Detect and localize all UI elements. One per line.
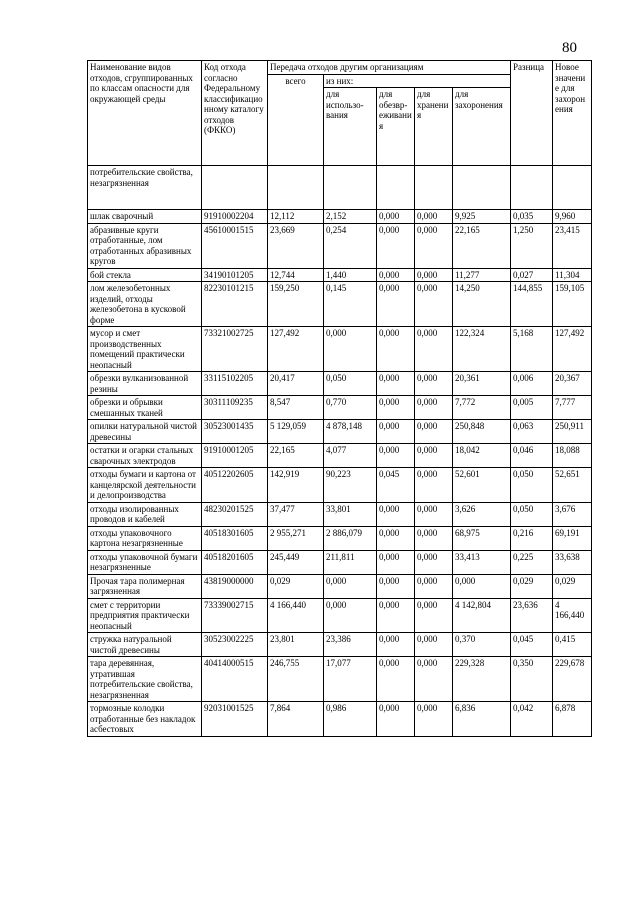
cell-neutralize: 0,000 — [377, 550, 415, 574]
table-row — [88, 526, 592, 550]
waste-transfer-table — [87, 60, 592, 737]
cell-neutralize: 0,000 — [377, 502, 415, 526]
cell-new-value: 18,088 — [553, 444, 592, 468]
cell-storage: 0,000 — [415, 268, 453, 282]
cell-use: 0,050 — [324, 372, 377, 396]
cell-waste-name: Прочая тара полимерная загрязненная — [88, 574, 202, 598]
cell-new-value: 6,878 — [553, 702, 592, 737]
cell-difference: 0,029 — [511, 574, 553, 598]
table-row — [88, 372, 592, 396]
cell-burial — [453, 166, 511, 210]
cell-storage: 0,000 — [415, 502, 453, 526]
cell-burial: 4 142,804 — [453, 598, 511, 633]
header-for-neutralization: для обезвр-еживания — [377, 88, 415, 166]
cell-new-value: 23,415 — [553, 223, 592, 268]
cell-waste-name: отходы упаковочной бумаги незагрязненные — [88, 550, 202, 574]
header-waste-name: Наименование видов отходов, сгруппированных по классам опасности для окружающей среды — [88, 61, 202, 166]
cell-neutralize: 0,000 — [377, 633, 415, 657]
cell-use: 4,077 — [324, 444, 377, 468]
header-transfer: Передача отходов другим организациям — [268, 61, 511, 75]
cell-total — [268, 166, 324, 210]
cell-new-value: 229,678 — [553, 657, 592, 702]
cell-difference: 0,006 — [511, 372, 553, 396]
cell-neutralize: 0,000 — [377, 223, 415, 268]
cell-burial: 0,000 — [453, 574, 511, 598]
cell-burial: 0,370 — [453, 633, 511, 657]
cell-total: 142,919 — [268, 468, 324, 503]
cell-new-value: 20,367 — [553, 372, 592, 396]
cell-waste-name: остатки и огарки стальных сварочных электродов — [88, 444, 202, 468]
cell-burial: 250,848 — [453, 420, 511, 444]
table-row — [88, 657, 592, 702]
cell-burial: 11,277 — [453, 268, 511, 282]
cell-difference: 144,855 — [511, 282, 553, 327]
table-row — [88, 327, 592, 372]
cell-difference: 0,045 — [511, 633, 553, 657]
table-row — [88, 223, 592, 268]
cell-difference: 0,042 — [511, 702, 553, 737]
cell-new-value — [553, 166, 592, 210]
cell-waste-name: опилки натуральной чистой древесины — [88, 420, 202, 444]
cell-code: 40518301605 — [202, 526, 268, 550]
cell-use — [324, 166, 377, 210]
cell-storage: 0,000 — [415, 468, 453, 503]
cell-storage: 0,000 — [415, 420, 453, 444]
cell-waste-name: потребительские свойства, незагрязненная — [88, 166, 202, 210]
cell-use: 1,440 — [324, 268, 377, 282]
cell-difference: 0,050 — [511, 468, 553, 503]
cell-use: 17,077 — [324, 657, 377, 702]
cell-code: 30523001435 — [202, 420, 268, 444]
header-for-storage: для хранения — [415, 88, 453, 166]
cell-use: 0,000 — [324, 598, 377, 633]
cell-burial: 7,772 — [453, 396, 511, 420]
cell-total: 37,477 — [268, 502, 324, 526]
cell-new-value: 0,415 — [553, 633, 592, 657]
cell-difference: 1,250 — [511, 223, 553, 268]
table-row — [88, 282, 592, 327]
header-total: всего — [268, 74, 324, 166]
cell-neutralize: 0,000 — [377, 526, 415, 550]
cell-code: 43819000000 — [202, 574, 268, 598]
cell-new-value: 0,029 — [553, 574, 592, 598]
cell-total: 159,250 — [268, 282, 324, 327]
table-row — [88, 550, 592, 574]
page-number: 80 — [562, 40, 577, 56]
cell-neutralize: 0,000 — [377, 657, 415, 702]
header-for-use: для использо-вания — [324, 88, 377, 166]
cell-code: 82230101215 — [202, 282, 268, 327]
cell-code: 48230201525 — [202, 502, 268, 526]
cell-waste-name: тормозные колодки отработанные без накладок асбестовых — [88, 702, 202, 737]
cell-new-value: 9,960 — [553, 210, 592, 224]
cell-new-value: 52,651 — [553, 468, 592, 503]
cell-storage: 0,000 — [415, 657, 453, 702]
cell-code: 33115102205 — [202, 372, 268, 396]
cell-use: 0,254 — [324, 223, 377, 268]
cell-waste-name: обрезки вулканизованной резины — [88, 372, 202, 396]
cell-total: 12,744 — [268, 268, 324, 282]
cell-waste-name: лом железобетонных изделий, отходы железобетона в кусковой форме — [88, 282, 202, 327]
cell-difference: 0,027 — [511, 268, 553, 282]
cell-burial: 6,836 — [453, 702, 511, 737]
cell-new-value: 11,304 — [553, 268, 592, 282]
cell-waste-name: тара деревянная, утратившая потребительские свойства, незагрязненная — [88, 657, 202, 702]
cell-new-value: 33,638 — [553, 550, 592, 574]
cell-use: 2 886,079 — [324, 526, 377, 550]
cell-total: 246,755 — [268, 657, 324, 702]
cell-code: 73339002715 — [202, 598, 268, 633]
cell-total: 4 166,440 — [268, 598, 324, 633]
cell-use: 0,770 — [324, 396, 377, 420]
cell-neutralize: 0,000 — [377, 420, 415, 444]
cell-storage: 0,000 — [415, 327, 453, 372]
cell-burial: 68,975 — [453, 526, 511, 550]
cell-code: 34190101205 — [202, 268, 268, 282]
cell-waste-name: обрезки и обрывки смешанных тканей — [88, 396, 202, 420]
cell-neutralize: 0,000 — [377, 574, 415, 598]
cell-neutralize: 0,000 — [377, 372, 415, 396]
cell-total: 8,547 — [268, 396, 324, 420]
cell-neutralize: 0,000 — [377, 396, 415, 420]
cell-code: 91910002204 — [202, 210, 268, 224]
cell-difference — [511, 166, 553, 210]
table-row — [88, 598, 592, 633]
cell-burial: 14,250 — [453, 282, 511, 327]
cell-code: 40512202605 — [202, 468, 268, 503]
cell-neutralize: 0,000 — [377, 702, 415, 737]
cell-neutralize — [377, 166, 415, 210]
cell-use: 23,386 — [324, 633, 377, 657]
cell-storage: 0,000 — [415, 633, 453, 657]
cell-waste-name: смет с территории предприятия практически неопасный — [88, 598, 202, 633]
cell-difference: 0,350 — [511, 657, 553, 702]
cell-code: 45610001515 — [202, 223, 268, 268]
cell-total: 22,165 — [268, 444, 324, 468]
cell-storage: 0,000 — [415, 598, 453, 633]
cell-difference: 0,035 — [511, 210, 553, 224]
cell-neutralize: 0,000 — [377, 598, 415, 633]
cell-burial: 20,361 — [453, 372, 511, 396]
cell-total: 127,492 — [268, 327, 324, 372]
cell-neutralize: 0,000 — [377, 444, 415, 468]
cell-new-value: 3,676 — [553, 502, 592, 526]
cell-use: 90,223 — [324, 468, 377, 503]
cell-storage: 0,000 — [415, 210, 453, 224]
table-row — [88, 420, 592, 444]
cell-use: 211,811 — [324, 550, 377, 574]
table-row — [88, 468, 592, 503]
cell-storage — [415, 166, 453, 210]
cell-burial: 33,413 — [453, 550, 511, 574]
table-row — [88, 574, 592, 598]
cell-use: 4 878,148 — [324, 420, 377, 444]
cell-new-value: 7,777 — [553, 396, 592, 420]
header-for-burial: для захоронения — [453, 88, 511, 166]
cell-use: 0,986 — [324, 702, 377, 737]
cell-storage: 0,000 — [415, 282, 453, 327]
cell-storage: 0,000 — [415, 372, 453, 396]
cell-neutralize: 0,000 — [377, 268, 415, 282]
cell-new-value: 159,105 — [553, 282, 592, 327]
cell-neutralize: 0,000 — [377, 327, 415, 372]
cell-use: 0,145 — [324, 282, 377, 327]
cell-code: 73321002725 — [202, 327, 268, 372]
cell-waste-name: мусор и смет производственных помещений практически неопасный — [88, 327, 202, 372]
cell-new-value: 4 166,440 — [553, 598, 592, 633]
cell-waste-name: отходы бумаги и картона от канцелярской деятельности и делопроизводства — [88, 468, 202, 503]
table-row — [88, 396, 592, 420]
cell-difference: 5,168 — [511, 327, 553, 372]
cell-waste-name: бой стекла — [88, 268, 202, 282]
cell-difference: 0,005 — [511, 396, 553, 420]
cell-use: 33,801 — [324, 502, 377, 526]
header-of-them: из них: — [324, 74, 511, 88]
cell-burial: 3,626 — [453, 502, 511, 526]
table-row — [88, 210, 592, 224]
cell-total: 23,669 — [268, 223, 324, 268]
cell-difference: 23,636 — [511, 598, 553, 633]
header-new-value: Новое значение для захоронения — [553, 61, 592, 166]
cell-waste-name: отходы изолированных проводов и кабелей — [88, 502, 202, 526]
cell-difference: 0,063 — [511, 420, 553, 444]
cell-total: 23,801 — [268, 633, 324, 657]
cell-total: 7,864 — [268, 702, 324, 737]
cell-waste-name: стружка натуральной чистой древесины — [88, 633, 202, 657]
cell-total: 5 129,059 — [268, 420, 324, 444]
cell-new-value: 250,911 — [553, 420, 592, 444]
cell-total: 245,449 — [268, 550, 324, 574]
cell-neutralize: 0,000 — [377, 282, 415, 327]
cell-waste-name: шлак сварочный — [88, 210, 202, 224]
header-fkko-code: Код отхода согласно Федеральному классификационному каталогу отходов (ФККО) — [202, 61, 268, 166]
table-row — [88, 502, 592, 526]
cell-storage: 0,000 — [415, 550, 453, 574]
cell-new-value: 127,492 — [553, 327, 592, 372]
cell-burial: 18,042 — [453, 444, 511, 468]
cell-neutralize: 0,045 — [377, 468, 415, 503]
cell-use: 0,000 — [324, 574, 377, 598]
table-row — [88, 444, 592, 468]
cell-waste-name: отходы упаковочного картона незагрязненные — [88, 526, 202, 550]
cell-code: 40518201605 — [202, 550, 268, 574]
cell-code: 92031001525 — [202, 702, 268, 737]
cell-difference: 0,225 — [511, 550, 553, 574]
cell-total: 2 955,271 — [268, 526, 324, 550]
cell-burial: 52,601 — [453, 468, 511, 503]
cell-storage: 0,000 — [415, 396, 453, 420]
cell-code: 30311109235 — [202, 396, 268, 420]
cell-storage: 0,000 — [415, 526, 453, 550]
table-row — [88, 166, 592, 210]
table-row — [88, 702, 592, 737]
cell-code: 30523002225 — [202, 633, 268, 657]
cell-code — [202, 166, 268, 210]
cell-difference: 0,046 — [511, 444, 553, 468]
cell-waste-name: абразивные круги отработанные, лом отработанных абразивных кругов — [88, 223, 202, 268]
cell-new-value: 69,191 — [553, 526, 592, 550]
cell-use: 0,000 — [324, 327, 377, 372]
table-row — [88, 633, 592, 657]
cell-storage: 0,000 — [415, 444, 453, 468]
cell-total: 0,029 — [268, 574, 324, 598]
cell-difference: 0,216 — [511, 526, 553, 550]
cell-burial: 229,328 — [453, 657, 511, 702]
cell-storage: 0,000 — [415, 223, 453, 268]
cell-use: 2,152 — [324, 210, 377, 224]
cell-total: 12,112 — [268, 210, 324, 224]
cell-storage: 0,000 — [415, 574, 453, 598]
cell-difference: 0,050 — [511, 502, 553, 526]
cell-code: 91910001205 — [202, 444, 268, 468]
cell-storage: 0,000 — [415, 702, 453, 737]
cell-code: 40414000515 — [202, 657, 268, 702]
cell-neutralize: 0,000 — [377, 210, 415, 224]
table-row — [88, 268, 592, 282]
header-difference: Разница — [511, 61, 553, 166]
cell-burial: 9,925 — [453, 210, 511, 224]
cell-total: 20,417 — [268, 372, 324, 396]
cell-burial: 22,165 — [453, 223, 511, 268]
cell-burial: 122,324 — [453, 327, 511, 372]
